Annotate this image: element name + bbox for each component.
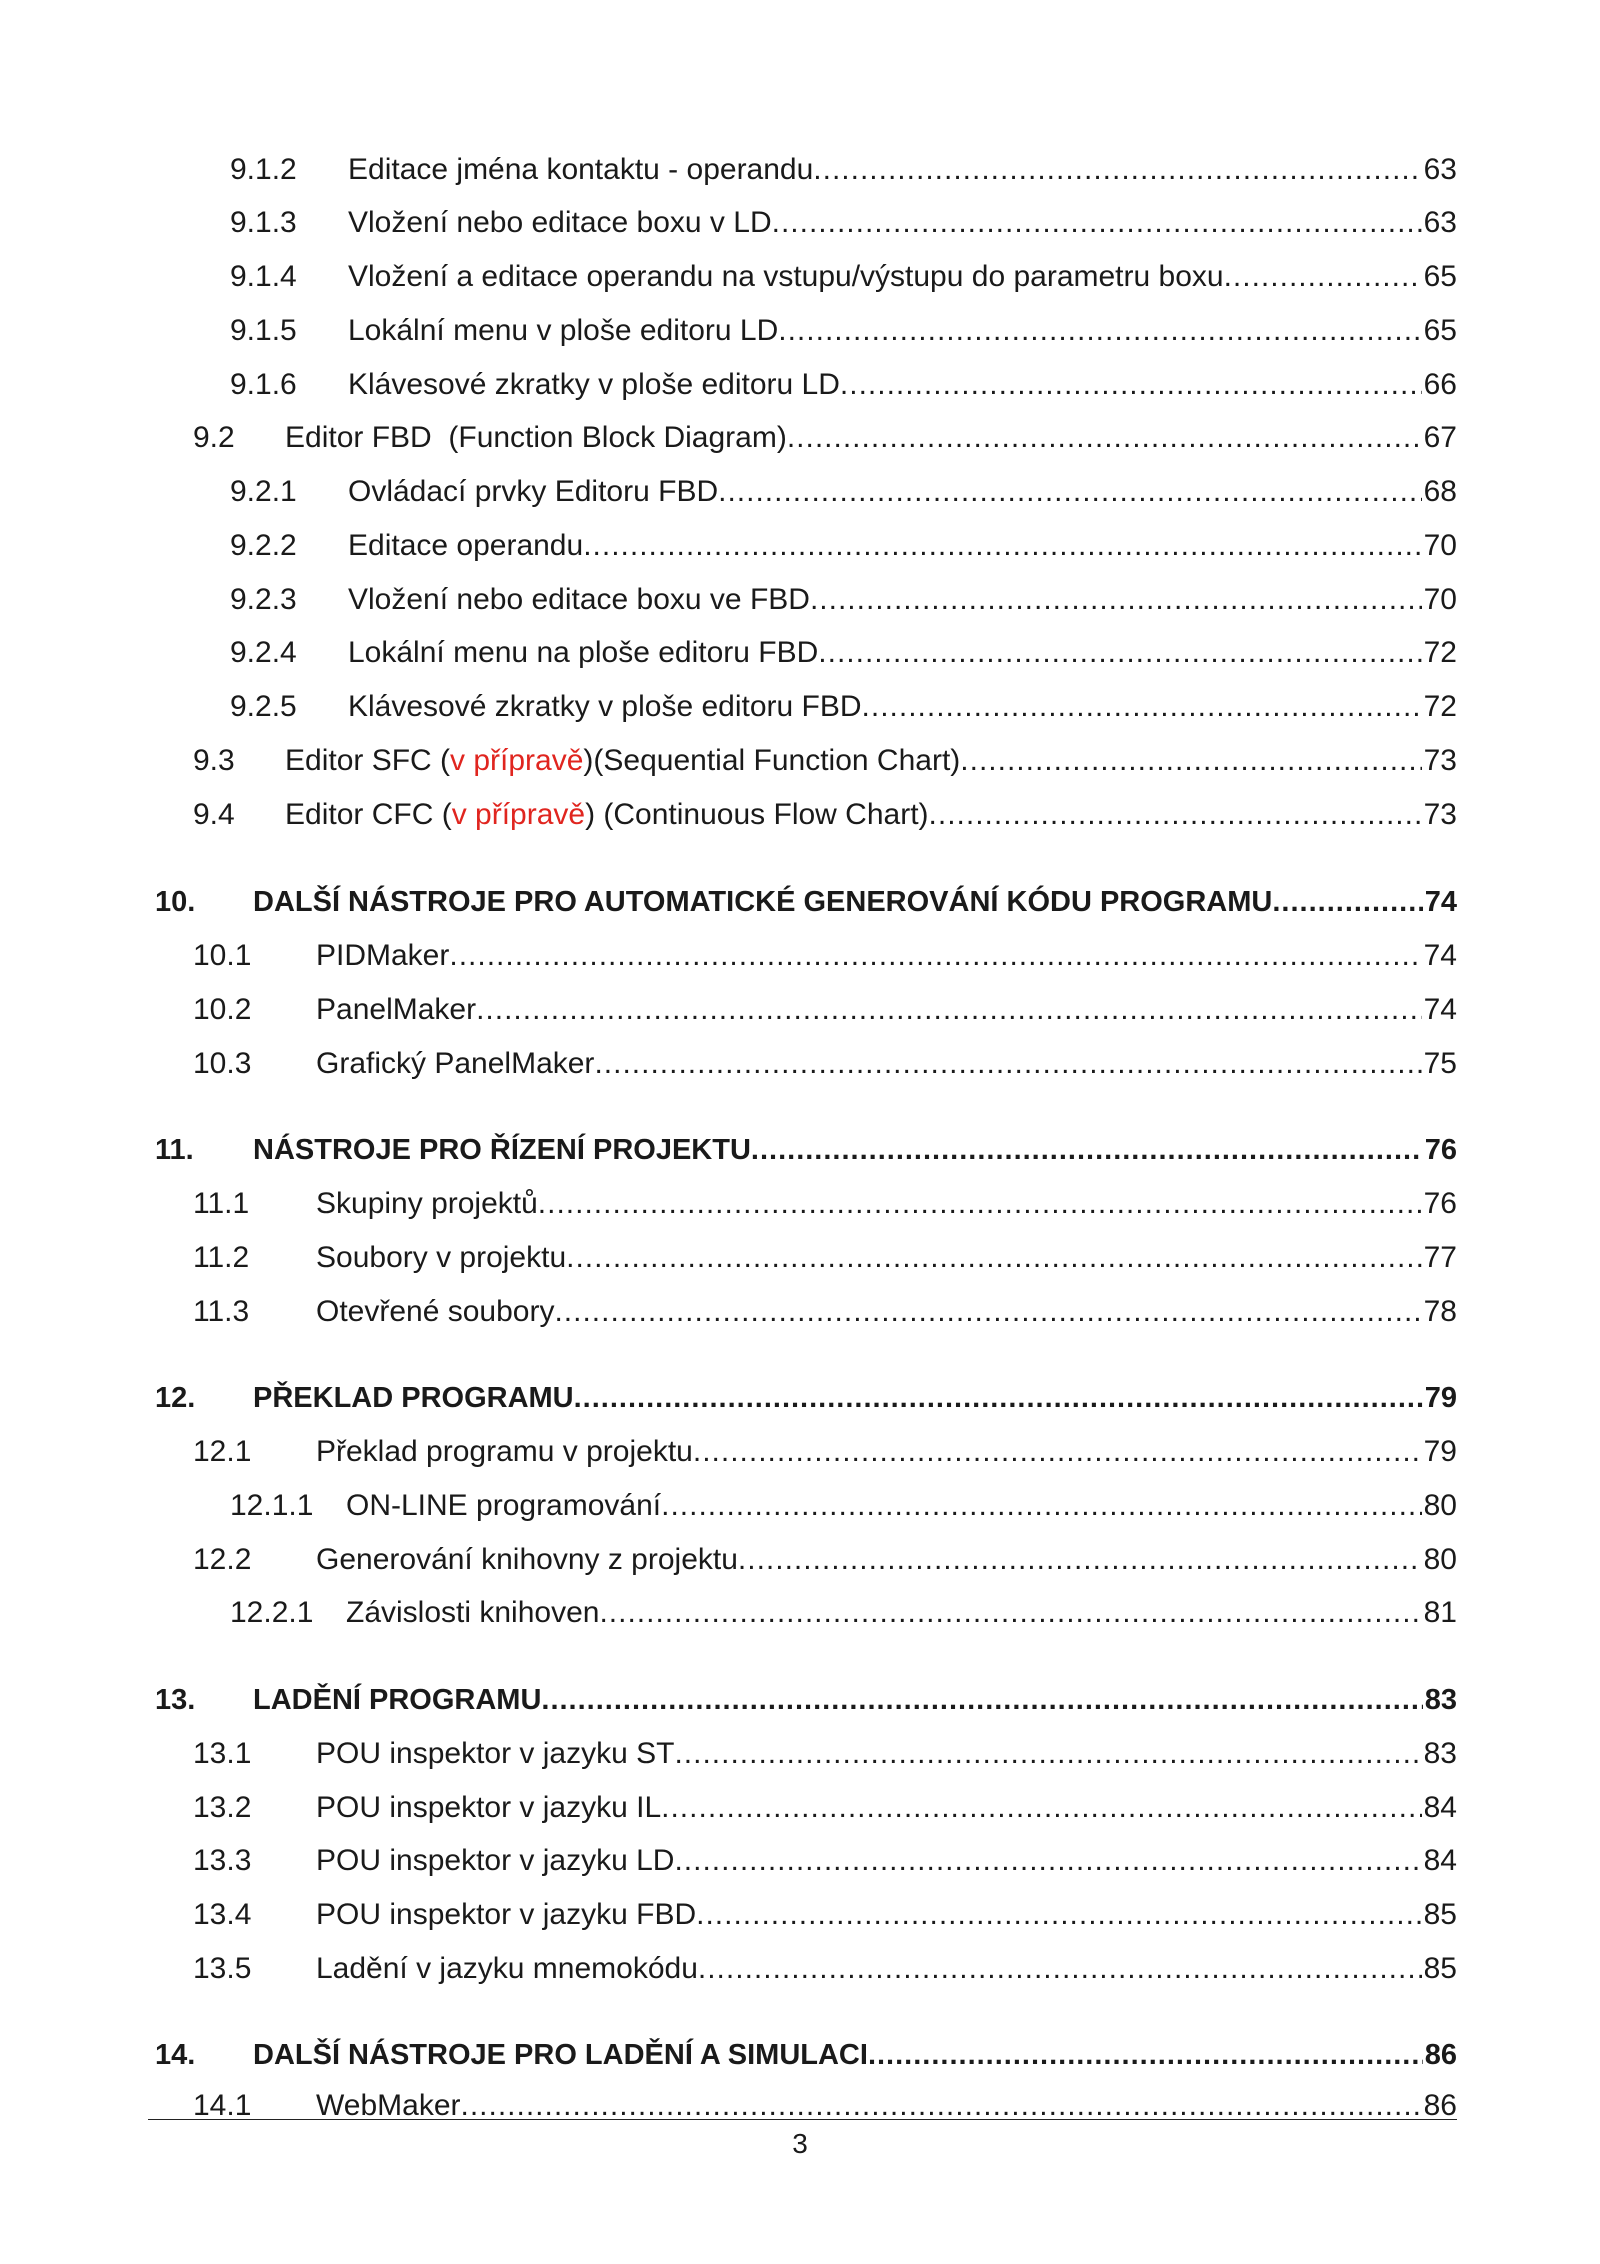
leader-dots xyxy=(594,1044,1421,1084)
toc-title: Skupiny projektů xyxy=(316,1187,538,1220)
toc-entry[interactable] xyxy=(230,203,1457,243)
toc-entry[interactable] xyxy=(193,1949,1457,1989)
toc-page: 76 xyxy=(1423,1187,1457,1220)
toc-number: 14. xyxy=(155,2039,196,2071)
leader-dots xyxy=(674,1734,1421,1774)
toc-number: 9.1.2 xyxy=(230,153,297,186)
toc-page: 74 xyxy=(1423,993,1457,1026)
toc-page: 85 xyxy=(1423,1952,1457,1985)
toc-entry[interactable] xyxy=(193,990,1457,1030)
toc-title: POU inspektor v jazyku FBD xyxy=(316,1898,697,1931)
toc-title-part: Editor CFC ( xyxy=(285,798,452,831)
leader-dots xyxy=(778,311,1421,351)
leader-dots xyxy=(661,1486,1422,1526)
toc-entry[interactable] xyxy=(193,1788,1457,1828)
toc-page: 78 xyxy=(1423,1295,1457,1328)
leader-dots xyxy=(813,150,1421,190)
toc-page: 70 xyxy=(1423,529,1457,562)
toc-number: 9.2 xyxy=(193,421,235,454)
toc-page: 73 xyxy=(1423,798,1457,831)
toc-number: 13. xyxy=(155,1684,196,1716)
toc-entry[interactable] xyxy=(193,1841,1457,1881)
toc-page: 66 xyxy=(1423,368,1457,401)
toc-title: Vložení nebo editace boxu v LD xyxy=(348,206,772,239)
toc-number: 12.2 xyxy=(193,1543,252,1576)
toc-number: 9.1.4 xyxy=(230,260,297,293)
toc-title: Lokální menu v ploše editoru LD xyxy=(348,314,779,347)
toc-title: PIDMaker xyxy=(316,939,450,972)
toc-page: 79 xyxy=(1424,1382,1457,1414)
leader-dots xyxy=(599,1593,1421,1633)
leader-dots xyxy=(554,1292,1421,1332)
toc-title: POU inspektor v jazyku IL xyxy=(316,1791,662,1824)
toc-title xyxy=(285,741,960,781)
leader-dots xyxy=(787,418,1422,458)
toc-entry[interactable] xyxy=(230,580,1457,620)
toc-page: 81 xyxy=(1423,1596,1457,1629)
toc-title: POU inspektor v jazyku ST xyxy=(316,1737,675,1770)
toc-entry[interactable] xyxy=(230,472,1457,512)
leader-dots xyxy=(772,203,1422,243)
toc-entry[interactable] xyxy=(193,1184,1457,1224)
toc-title: Vložení a editace operandu na vstupu/výstupu do parametru boxu xyxy=(348,260,1224,293)
leader-dots xyxy=(693,1432,1422,1472)
toc-page: 74 xyxy=(1423,939,1457,972)
leader-dots xyxy=(960,741,1421,781)
toc-page: 76 xyxy=(1424,1134,1457,1166)
toc-title: Editor FBD (Function Block Diagram) xyxy=(285,421,787,454)
toc-entry[interactable] xyxy=(193,795,1457,835)
toc-title: LADĚNÍ PROGRAMU xyxy=(253,1684,542,1716)
toc-entry[interactable] xyxy=(193,1292,1457,1332)
toc-page: 86 xyxy=(1424,2039,1457,2071)
toc-chapter[interactable] xyxy=(155,2035,1457,2075)
toc-page: 65 xyxy=(1423,314,1457,347)
toc-number: 12.2.1 xyxy=(230,1596,314,1629)
leader-dots xyxy=(868,2035,1423,2075)
toc-title xyxy=(285,795,929,835)
toc-page: 79 xyxy=(1423,1435,1457,1468)
leader-dots xyxy=(476,990,1422,1030)
leader-dots xyxy=(541,1680,1422,1720)
toc-number: 9.1.5 xyxy=(230,314,297,347)
toc-title: Klávesové zkratky v ploše editoru LD xyxy=(348,368,840,401)
toc-number: 13.1 xyxy=(193,1737,252,1770)
leader-dots xyxy=(1224,257,1422,297)
leader-dots xyxy=(862,687,1422,727)
toc-page: 83 xyxy=(1424,1684,1457,1716)
toc-page: 80 xyxy=(1423,1489,1457,1522)
toc-page: 84 xyxy=(1423,1844,1457,1877)
toc-title: WebMaker xyxy=(316,2089,461,2122)
toc-number: 10.2 xyxy=(193,993,252,1026)
toc-number: 9.4 xyxy=(193,798,235,831)
toc-entry[interactable] xyxy=(193,1044,1457,1084)
leader-dots xyxy=(461,2089,1422,2123)
toc-page: 86 xyxy=(1423,2089,1457,2122)
toc-page: 68 xyxy=(1423,475,1457,508)
toc-title-part: Editor SFC ( xyxy=(285,744,451,777)
toc-number: 10. xyxy=(155,886,196,918)
leader-dots xyxy=(1272,882,1422,922)
toc-title: PanelMaker xyxy=(316,993,477,1026)
toc-entry[interactable] xyxy=(193,1432,1457,1472)
toc-title: Editace jména kontaktu - operandu xyxy=(348,153,814,186)
leader-dots xyxy=(810,580,1422,620)
leader-dots xyxy=(566,1238,1421,1278)
toc-title-part: ) (Continuous Flow Chart) xyxy=(585,798,929,831)
toc-entry[interactable] xyxy=(230,1486,1457,1526)
toc-page: 73 xyxy=(1423,744,1457,777)
leader-dots xyxy=(574,1378,1423,1418)
toc-number: 9.1.6 xyxy=(230,368,297,401)
toc-number: 11.3 xyxy=(193,1295,250,1328)
toc-page: 72 xyxy=(1423,636,1457,669)
toc-number: 9.2.2 xyxy=(230,529,297,562)
toc-number: 9.2.3 xyxy=(230,583,297,616)
toc-number: 11.1 xyxy=(193,1187,250,1220)
toc-entry[interactable] xyxy=(230,526,1457,566)
leader-dots xyxy=(751,1130,1423,1170)
leader-dots xyxy=(929,795,1422,835)
footer-rule xyxy=(148,2119,1457,2120)
toc-entry[interactable] xyxy=(193,418,1457,458)
toc-number: 12. xyxy=(155,1382,196,1414)
toc-title: Závislosti knihoven xyxy=(346,1596,600,1629)
toc-page: 83 xyxy=(1423,1737,1457,1770)
toc-number: 11.2 xyxy=(193,1241,250,1274)
toc-number: 13.2 xyxy=(193,1791,252,1824)
toc-page: 65 xyxy=(1423,260,1457,293)
toc-title: Grafický PanelMaker xyxy=(316,1047,595,1080)
toc-entry[interactable] xyxy=(193,936,1457,976)
toc-title: Otevřené soubory xyxy=(316,1295,555,1328)
toc-page: 80 xyxy=(1423,1543,1457,1576)
leader-dots xyxy=(583,526,1421,566)
toc-number: 12.1.1 xyxy=(230,1489,314,1522)
toc-number: 9.2.5 xyxy=(230,690,297,723)
toc-title: Editace operandu xyxy=(348,529,584,562)
toc-entry[interactable] xyxy=(193,1540,1457,1580)
in-preparation-note: v přípravě xyxy=(451,798,586,831)
leader-dots xyxy=(840,365,1422,405)
toc-entry[interactable] xyxy=(193,741,1457,781)
toc-entry[interactable] xyxy=(230,311,1457,351)
leader-dots xyxy=(696,1895,1422,1935)
toc-number: 9.2.1 xyxy=(230,475,297,508)
toc-entry[interactable] xyxy=(193,1238,1457,1278)
toc-entry[interactable] xyxy=(230,365,1457,405)
toc-entry[interactable] xyxy=(230,633,1457,673)
page-number: 3 xyxy=(792,2128,808,2159)
toc-number: 9.3 xyxy=(193,744,235,777)
toc-number: 9.1.3 xyxy=(230,206,297,239)
leader-dots xyxy=(718,472,1422,512)
toc-title: Překlad programu v projektu xyxy=(316,1435,693,1468)
toc-title: Generování knihovny z projektu xyxy=(316,1543,738,1576)
toc-number: 12.1 xyxy=(193,1435,252,1468)
toc-entry[interactable] xyxy=(193,2089,1457,2123)
toc-page: 77 xyxy=(1423,1241,1457,1274)
leader-dots xyxy=(674,1841,1421,1881)
toc-page: 67 xyxy=(1423,421,1457,454)
leader-dots xyxy=(818,633,1421,673)
toc-chapter[interactable] xyxy=(155,1680,1457,1720)
toc-number: 13.5 xyxy=(193,1952,252,1985)
leader-dots xyxy=(449,936,1421,976)
leader-dots xyxy=(738,1540,1422,1580)
toc-page: 63 xyxy=(1423,206,1457,239)
toc-entry[interactable] xyxy=(230,257,1457,297)
toc-chapter[interactable] xyxy=(155,1130,1457,1170)
toc-title: Ladění v jazyku mnemokódu xyxy=(316,1952,698,1985)
toc-title: Vložení nebo editace boxu ve FBD xyxy=(348,583,810,616)
toc-title: PŘEKLAD PROGRAMU xyxy=(253,1382,574,1414)
toc-entry[interactable] xyxy=(230,687,1457,727)
toc-chapter[interactable] xyxy=(155,1378,1457,1418)
toc-title: DALŠÍ NÁSTROJE PRO LADĚNÍ A SIMULACI xyxy=(253,2039,868,2071)
toc-page: 84 xyxy=(1423,1791,1457,1824)
toc-entry[interactable] xyxy=(230,1593,1457,1633)
in-preparation-note: v přípravě xyxy=(450,744,584,777)
toc-number: 13.3 xyxy=(193,1844,252,1877)
toc-title: DALŠÍ NÁSTROJE PRO AUTOMATICKÉ GENEROVÁNÍ KÓDU PROGRAMU xyxy=(253,886,1273,918)
toc-title: Klávesové zkratky v ploše editoru FBD xyxy=(348,690,862,723)
toc-number: 10.1 xyxy=(193,939,252,972)
toc-title-part: )(Sequential Function Chart) xyxy=(583,744,961,777)
toc-entry[interactable] xyxy=(193,1895,1457,1935)
toc-title: ON-LINE programování xyxy=(346,1489,662,1522)
toc-number: 13.4 xyxy=(193,1898,252,1931)
leader-dots xyxy=(661,1788,1421,1828)
toc-page: 74 xyxy=(1424,886,1457,918)
toc-page: 72 xyxy=(1423,690,1457,723)
toc-title: Ovládací prvky Editoru FBD xyxy=(348,475,719,508)
toc-title: POU inspektor v jazyku LD xyxy=(316,1844,675,1877)
toc-page: 70 xyxy=(1423,583,1457,616)
leader-dots xyxy=(538,1184,1422,1224)
toc-number: 11. xyxy=(155,1134,194,1166)
toc-number: 14.1 xyxy=(193,2089,252,2122)
toc-chapter[interactable] xyxy=(155,882,1457,922)
toc-page: 85 xyxy=(1423,1898,1457,1931)
toc-page: 63 xyxy=(1423,153,1457,186)
toc-title: Lokální menu na ploše editoru FBD xyxy=(348,636,819,669)
toc-page: 75 xyxy=(1423,1047,1457,1080)
toc-title: Soubory v projektu xyxy=(316,1241,567,1274)
leader-dots xyxy=(698,1949,1422,1989)
toc-number: 9.2.4 xyxy=(230,636,297,669)
toc-entry[interactable] xyxy=(230,150,1457,190)
toc-title: NÁSTROJE PRO ŘÍZENÍ PROJEKTU xyxy=(253,1134,751,1166)
toc-number: 10.3 xyxy=(193,1047,252,1080)
toc-entry[interactable] xyxy=(193,1734,1457,1774)
